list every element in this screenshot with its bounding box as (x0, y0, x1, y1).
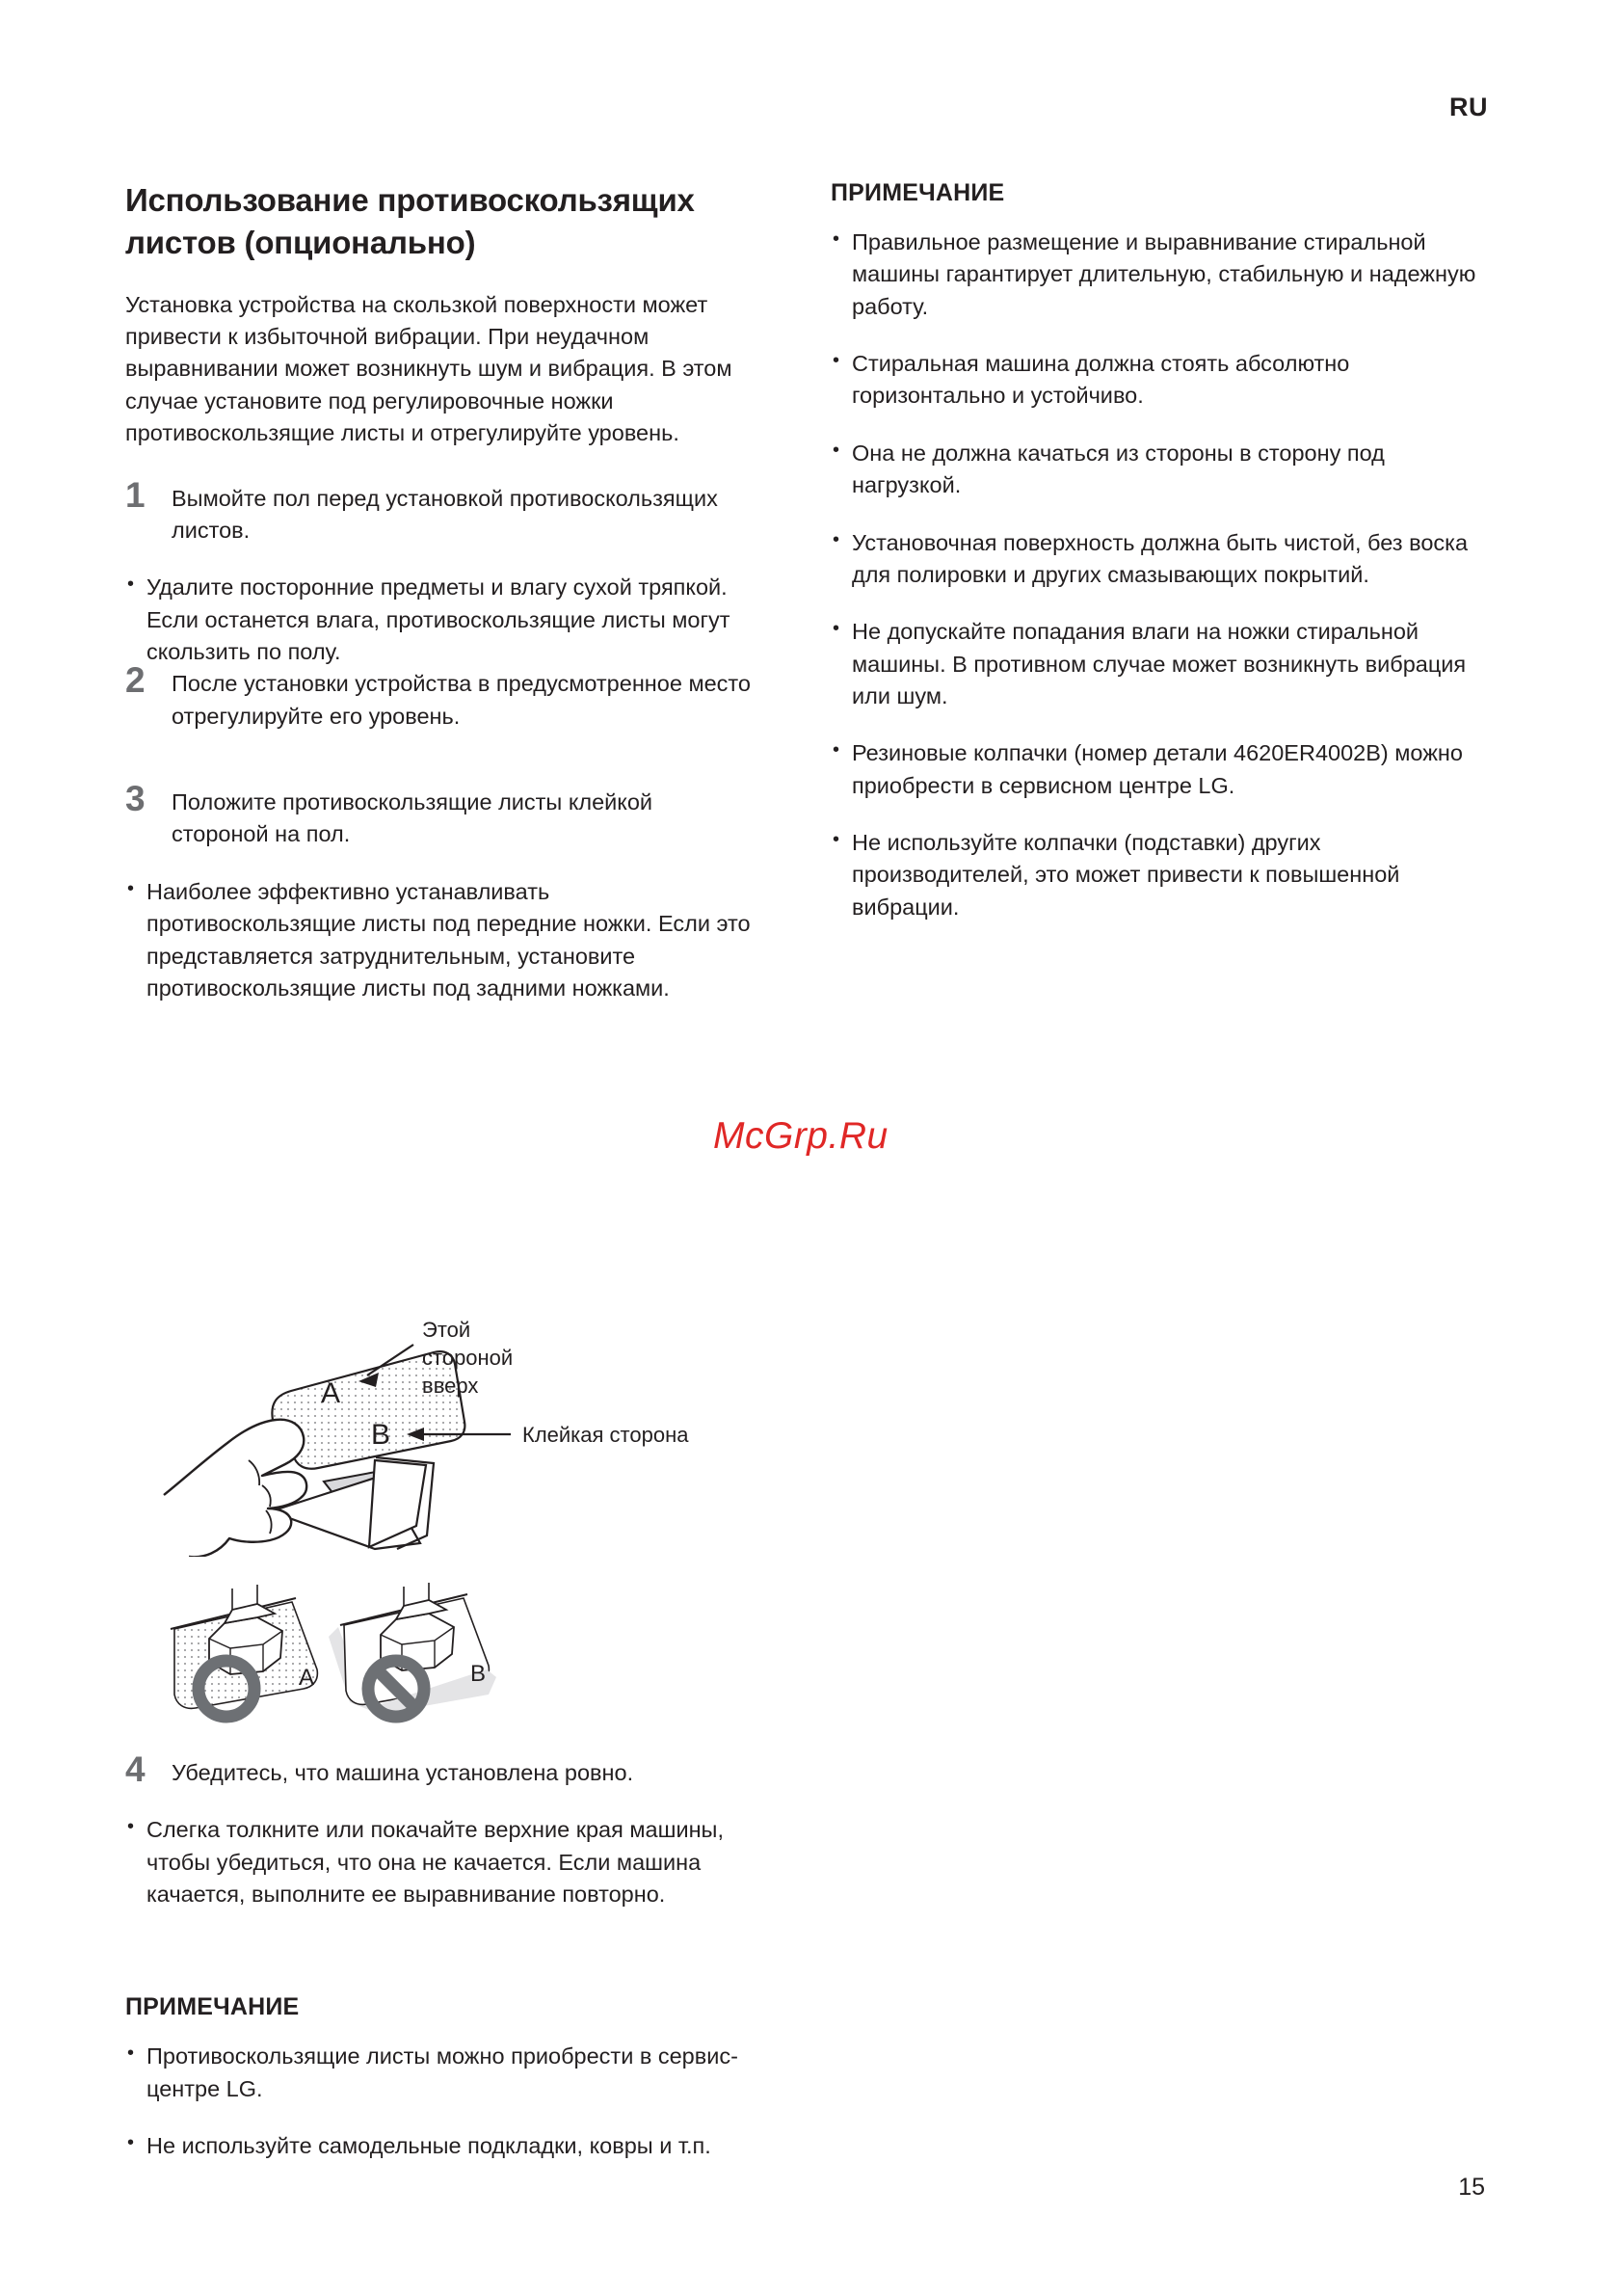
list-item: • Стиральная машина должна стоять абсолютно горизонтально и устойчиво. (831, 348, 1496, 413)
step-4-sub-bullets (125, 1814, 752, 1910)
page-number: 15 (1458, 2174, 1485, 2201)
list-item: • Удалите посторонние предметы и влагу сухой тряпкой. Если останется влага, противоскользящие листы могут скользить по полу. (125, 572, 752, 668)
figure-label-a: A (321, 1377, 341, 1409)
step-3-sub-bullets (125, 876, 752, 1004)
right-column (831, 179, 1496, 923)
list-item: • Резиновые колпачки (номер детали 4620ER4002B) можно приобрести в сервисном центре LG. (831, 737, 1496, 802)
list-item: • Слегка толкните или покачайте верхние края машины, чтобы убедиться, что она не качается. Если машина качается, выполните ее выравнивание повторно. (125, 1814, 752, 1910)
page-title: Использование противоскользящих листов (опционально) (125, 182, 695, 260)
step-4 (125, 1749, 752, 1789)
figure-callout-adhesive: Клейкая сторона (522, 1423, 689, 1447)
step-text: Убедитесь, что машина установлена ровно. (172, 1760, 634, 1785)
left-note-block (125, 1993, 752, 2162)
figure-label-a2: A (299, 1665, 315, 1691)
step-number: 3 (125, 779, 146, 819)
list-item: • Правильное размещение и выравнивание стиральной машины гарантирует длительную, стабильную и надежную работу. (831, 227, 1496, 323)
list-item: • Установочная поверхность должна быть чистой, без воска для полировки и других смазывающих покрытий. (831, 527, 1496, 592)
left-column-lower (125, 1749, 752, 2163)
list-item: • Она не должна качаться из стороны в сторону под нагрузкой. (831, 438, 1496, 502)
note-title: ПРИМЕЧАНИЕ (125, 1993, 300, 2021)
figure-feet-pads (149, 1581, 573, 1740)
figure-label-b2: B (470, 1661, 487, 1687)
intro-paragraph: Установка устройства на скользкой поверхности может привести к избыточной вибрации. При неудачном выравнивании может возникнуть шум и вибрация. В этом случае установите под регулировочные ножки противоскользящие листы и отрегулируйте уровень. (125, 291, 732, 446)
figure-callout-top-line2: стороной (422, 1346, 514, 1370)
figure-b-group (329, 1583, 496, 1717)
list-item: • Не используйте колпачки (подставки) других производителей, это может привести к повышенной вибрации. (831, 827, 1496, 923)
step-1 (125, 474, 752, 547)
figure-callout-top-line1: Этой (422, 1318, 471, 1342)
list-item: • Не допускайте попадания влаги на ножки стиральной машины. В противном случае может возникнуть вибрация или шум. (831, 616, 1496, 712)
step-2 (125, 660, 752, 733)
figure-hand-with-sheet (145, 1306, 723, 1557)
step-text: Положите противоскользящие листы клейкой стороной на пол. (172, 789, 653, 847)
note-title: ПРИМЕЧАНИЕ (831, 179, 1005, 206)
watermark: McGrp.Ru (713, 1115, 889, 1157)
figure-callout-top-line3: вверх (422, 1374, 479, 1398)
left-column (125, 179, 752, 1004)
step-number: 2 (125, 660, 146, 701)
step-1-sub-bullets (125, 572, 752, 668)
step-3 (125, 779, 752, 851)
step-number: 4 (125, 1749, 146, 1789)
step-text: После установки устройства в предусмотренное место отрегулируйте его уровень. (172, 671, 751, 729)
step-text: Вымойте пол перед установкой противоскользящих листов. (172, 485, 718, 543)
language-tag: RU (1449, 93, 1488, 121)
list-item: • Противоскользящие листы можно приобрести в сервис-центре LG. (125, 2041, 752, 2105)
list-item: • Не используйте самодельные подкладки, ковры и т.п. (125, 2130, 752, 2162)
figure-a-group (171, 1585, 317, 1717)
list-item: • Наиболее эффективно устанавливать противоскользящие листы под передние ножки. Если это представляется затруднительным, установите противоскользящие листы под задними ножками. (125, 876, 752, 1004)
left-note-bullets (125, 2041, 752, 2162)
right-note-bullets (831, 227, 1496, 923)
step-number: 1 (125, 474, 146, 515)
figure-label-b: B (371, 1419, 391, 1451)
